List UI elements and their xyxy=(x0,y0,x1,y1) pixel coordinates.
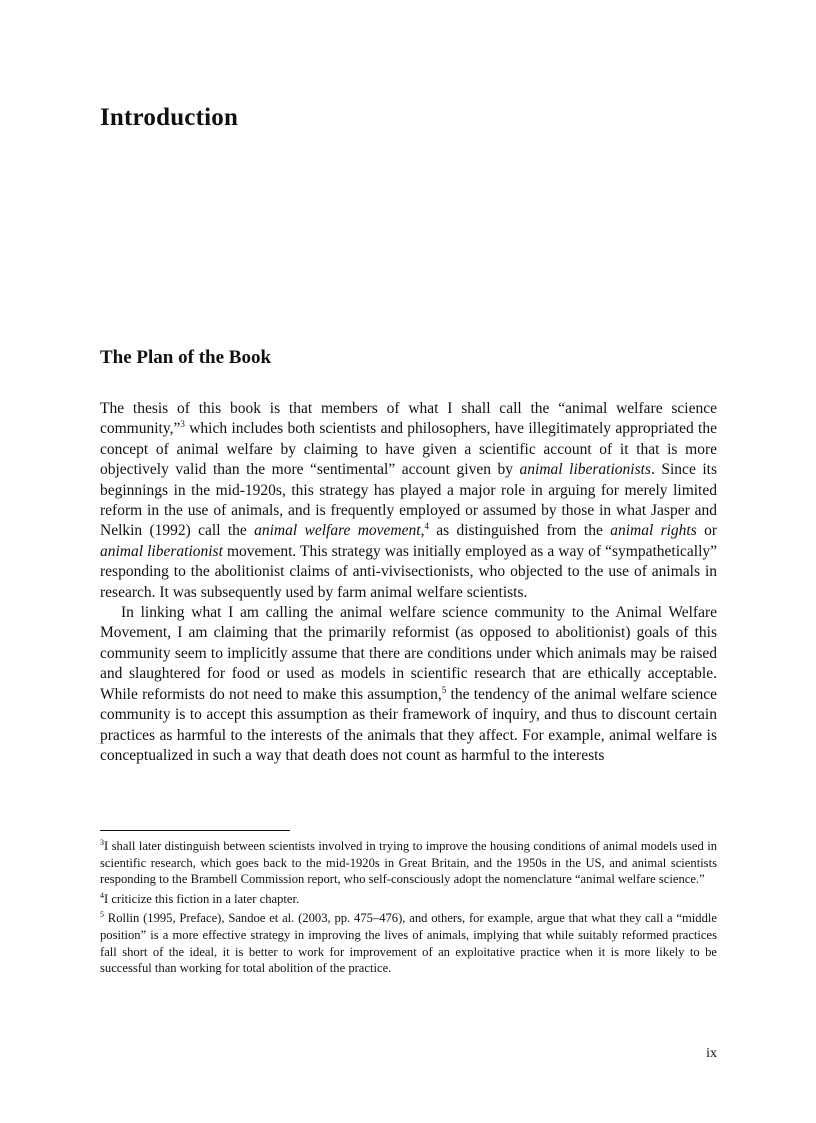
text-run: which includes both scientists and philosophers, have illegitimately appropriated the concept of animal welfare by claiming to have given a scientific account of it that is more objectively valid than the more “sentimental” account given by xyxy=(100,420,717,479)
footnote xyxy=(100,891,717,908)
footnote xyxy=(100,838,717,888)
footnote-text: I criticize this fiction in a later chapter. xyxy=(104,891,300,906)
paragraph xyxy=(100,399,717,603)
footnote-text: Rollin (1995, Preface), Sandoe et al. (2003, pp. 475–476), and others, for example, argue that what they call a “middle position” is a more effective strategy in improving the lives of animals, implying that while suitably reformed practices fall short of the ideal, it is better to work for improvement of an exploitative practice when it is more likely to be successful than working for total abolition of the practice. xyxy=(100,911,717,976)
chapter-title: Introduction xyxy=(100,104,239,131)
page-number: ix xyxy=(706,1046,717,1061)
footnote-ref[interactable]: 3 xyxy=(180,419,185,430)
paragraph xyxy=(100,603,717,766)
text-run: as distinguished from the xyxy=(428,522,611,540)
footnote-separator xyxy=(100,830,290,831)
section-title: The Plan of the Book xyxy=(100,347,272,368)
footnote-ref[interactable]: 5 xyxy=(441,684,447,695)
footnote-number: 3 xyxy=(100,838,104,847)
emphasis: animal welfare movement xyxy=(254,522,421,540)
text-run: movement. This strategy was initially employed as a way of “sympathetically” responding to the abolitionist claims of anti-vivisectionists, who objected to the use of animals in research. It was subsequently used by farm animal welfare scientists. xyxy=(100,542,718,601)
body-text xyxy=(100,399,717,766)
footnote-text: I shall later distinguish between scientists involved in trying to improve the housing conditions of animal models used in scientific research, which goes back to the mid-1920s in Great Britain, and the 1950s in the US, and animal scientists responding to the Brambell Commission report, who self-consciously adopt the nomenclature “animal welfare science.” xyxy=(100,839,717,887)
text-run: . Since its beginnings in the mid-1920s, this strategy has played a major role in arguing for merely limited reform in the use of animals, and is frequently employed or assumed by those in what Jasper and Nelkin (1992) call the xyxy=(100,461,718,540)
text-run: , xyxy=(420,522,425,540)
text-run: The thesis of this book is that members of what I shall call the “animal welfare science community,” xyxy=(100,400,717,438)
text-run: or xyxy=(696,522,717,540)
text-run: the tendency of the animal welfare science community is to accept this assumption as their framework of inquiry, and thus to discount certain practices as harmful to the interests of the animals that they affect. For example, animal welfare is conceptualized in such a way that death does not count as harmful to the interests xyxy=(100,685,717,764)
text-run: In linking what I am calling the animal welfare science community to the Animal Welfare Movement, I am claiming that the primarily reformist (as opposed to abolitionist) goals of this community seem to implicitly assume that there are conditions under which animals may be raised and slaughtered for food or used as models in scientific research that are ethically acceptable. While reformists do not need to make this assumption, xyxy=(100,604,717,703)
emphasis: animal liberationists xyxy=(519,461,651,479)
footnote-ref[interactable]: 4 xyxy=(424,521,429,532)
footnote-number: 5 xyxy=(100,910,104,920)
footnotes xyxy=(100,838,717,980)
emphasis: animal rights xyxy=(610,522,697,540)
footnote xyxy=(100,910,717,976)
emphasis: animal liberationist xyxy=(100,542,223,560)
footnote-number: 4 xyxy=(100,890,104,900)
